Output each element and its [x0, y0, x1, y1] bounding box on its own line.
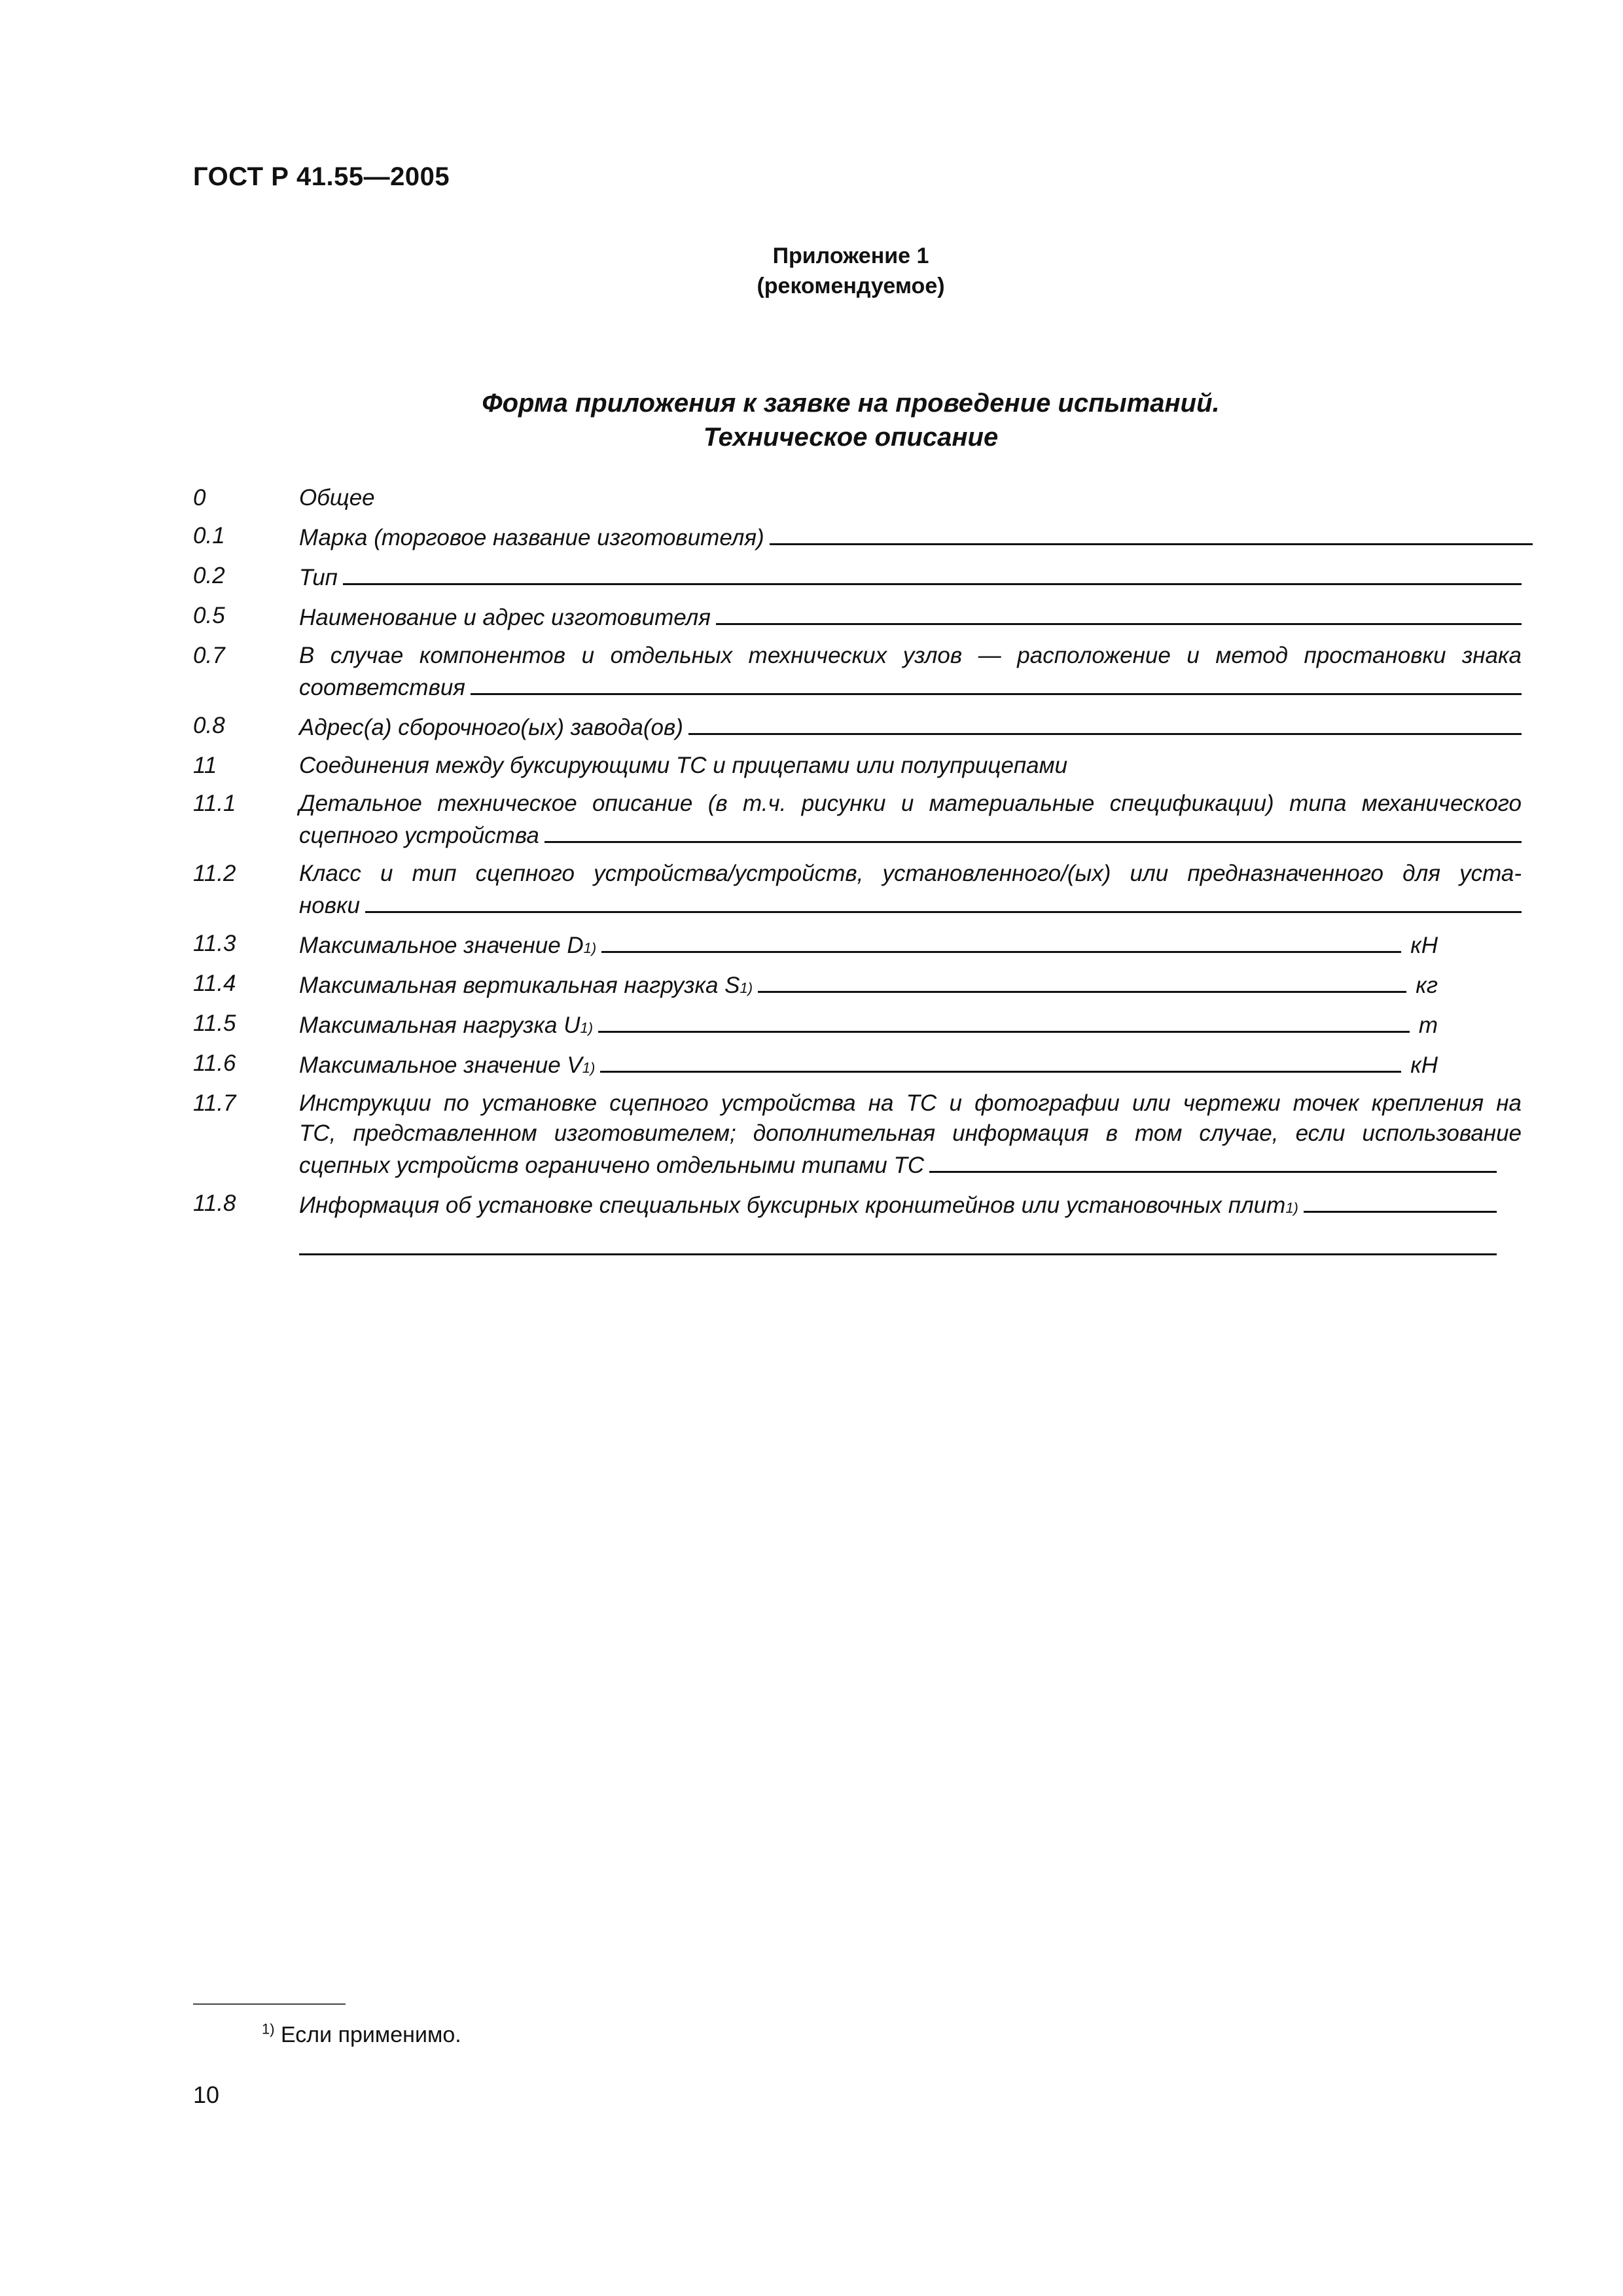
- fill-in-line[interactable]: [601, 929, 1401, 953]
- form-item-11-8: 11.8 Информация об установке специальных буксирных кронштейнов или установочных плит 1): [193, 1189, 1522, 1255]
- item-number: 11.5: [193, 1011, 236, 1036]
- fill-in-line[interactable]: [471, 671, 1522, 695]
- item-label-line-2: новки: [299, 893, 360, 918]
- footnote: [262, 2022, 461, 2048]
- form-item-0-5: [193, 601, 1522, 633]
- form-title: [0, 386, 1623, 454]
- item-label: Соединения между буксирующими ТС и прицепами или полуприцепами: [299, 753, 1068, 778]
- item-label: Тип: [299, 565, 338, 590]
- item-number: 0.2: [193, 563, 225, 588]
- fill-in-line[interactable]: [544, 819, 1522, 843]
- item-number: 11.8: [193, 1191, 236, 1216]
- form-item-11-3: 11.3 Максимальное значение D 1) кН: [193, 929, 1522, 961]
- unit-label: кН: [1410, 933, 1438, 958]
- form-item-11-7: [193, 1088, 1522, 1181]
- fill-in-line[interactable]: [688, 711, 1522, 735]
- page-number: 10: [193, 2081, 220, 2108]
- fill-in-line[interactable]: [343, 561, 1522, 585]
- footnote-divider: [193, 2003, 346, 2005]
- form-item-0: [193, 483, 1522, 513]
- item-label: Общее: [299, 485, 375, 511]
- form-body: [193, 483, 1522, 1263]
- fill-in-line[interactable]: [365, 889, 1522, 913]
- fill-in-line-extra[interactable]: [299, 1223, 1497, 1255]
- item-number: 0: [193, 485, 206, 511]
- fill-in-line[interactable]: [600, 1049, 1401, 1073]
- form-title-line-2: Техническое описание: [703, 423, 999, 452]
- item-number: 11.1: [193, 791, 236, 816]
- appendix-title: Приложение 1: [772, 243, 929, 268]
- item-label: Информация об установке специальных буксирных кронштейнов или установочных плит: [299, 1193, 1286, 1218]
- fill-in-line[interactable]: [770, 521, 1533, 545]
- item-number: 11.6: [193, 1050, 236, 1076]
- item-label-line-1: Класс и тип сцепного устройства/устройств, установленного/(ых) или предназначенного для уста-: [299, 861, 1522, 886]
- document-header: ГОСТ Р 41.55—2005: [193, 162, 450, 191]
- fill-in-line[interactable]: [716, 601, 1522, 625]
- form-item-11-4: 11.4 Максимальная вертикальная нагрузка S 1) кг: [193, 969, 1522, 1001]
- item-label: Адрес(а) сборочного(ых) завода(ов): [299, 715, 683, 740]
- appendix-status: (рекомендуемое): [757, 274, 945, 298]
- item-label: Максимальное значение D: [299, 933, 584, 958]
- item-label-line-2: ТС, представленном изготовителем; дополнительная информация в том случае, если использование: [299, 1121, 1522, 1146]
- item-number: 11.7: [193, 1090, 236, 1116]
- form-item-11-6: 11.6 Максимальное значение V 1) кН: [193, 1049, 1522, 1081]
- form-title-line-1: Форма приложения к заявке на проведение испытаний.: [482, 389, 1220, 418]
- fill-in-line[interactable]: [598, 1009, 1410, 1033]
- fill-in-line[interactable]: [1304, 1189, 1497, 1213]
- form-item-0-7: [193, 641, 1522, 703]
- unit-label: т: [1418, 1013, 1438, 1038]
- item-number: 0.5: [193, 603, 225, 628]
- form-item-11-1: [193, 789, 1522, 851]
- item-number: 11: [193, 753, 217, 778]
- form-item-0-2: [193, 561, 1522, 593]
- form-item-0-1: [193, 521, 1522, 553]
- form-item-11-5: 11.5 Максимальная нагрузка U 1) т: [193, 1009, 1522, 1041]
- form-item-0-8: [193, 711, 1522, 743]
- item-label: Максимальная нагрузка U: [299, 1013, 580, 1038]
- form-item-11-2: [193, 859, 1522, 921]
- fill-in-line[interactable]: [929, 1149, 1497, 1173]
- item-label: Максимальное значение V: [299, 1052, 582, 1078]
- item-label-line-1: Инструкции по установке сцепного устройства на ТС и фотографии или чертежи точек крепления на: [299, 1090, 1522, 1116]
- item-number: 11.4: [193, 971, 236, 996]
- appendix-heading: [0, 241, 1623, 301]
- form-item-11: [193, 751, 1522, 781]
- item-number: 0.8: [193, 713, 225, 738]
- item-number: 0.1: [193, 523, 225, 548]
- item-label: Марка (торговое название изготовителя): [299, 525, 764, 550]
- item-label: Максимальная вертикальная нагрузка S: [299, 973, 740, 998]
- item-label: Наименование и адрес изготовителя: [299, 605, 711, 630]
- item-label-line-2: соответствия: [299, 675, 466, 700]
- unit-label: кН: [1410, 1052, 1438, 1078]
- item-label-line-1: В случае компонентов и отдельных технических узлов — расположение и метод простановки знака: [299, 643, 1522, 668]
- item-label-line-2: сцепного устройства: [299, 823, 539, 848]
- item-label-line-1: Детальное техническое описание (в т.ч. рисунки и материальные спецификации) типа механического: [299, 791, 1522, 816]
- item-number: 11.3: [193, 931, 236, 956]
- item-label-line-3: сцепных устройств ограничено отдельными типами ТС: [299, 1153, 925, 1178]
- item-number: 0.7: [193, 643, 225, 668]
- unit-label: кг: [1416, 973, 1438, 998]
- fill-in-line[interactable]: [758, 969, 1406, 993]
- footnote-text: Если применимо.: [281, 2022, 461, 2047]
- footnote-mark: 1): [262, 2020, 275, 2037]
- item-number: 11.2: [193, 861, 236, 886]
